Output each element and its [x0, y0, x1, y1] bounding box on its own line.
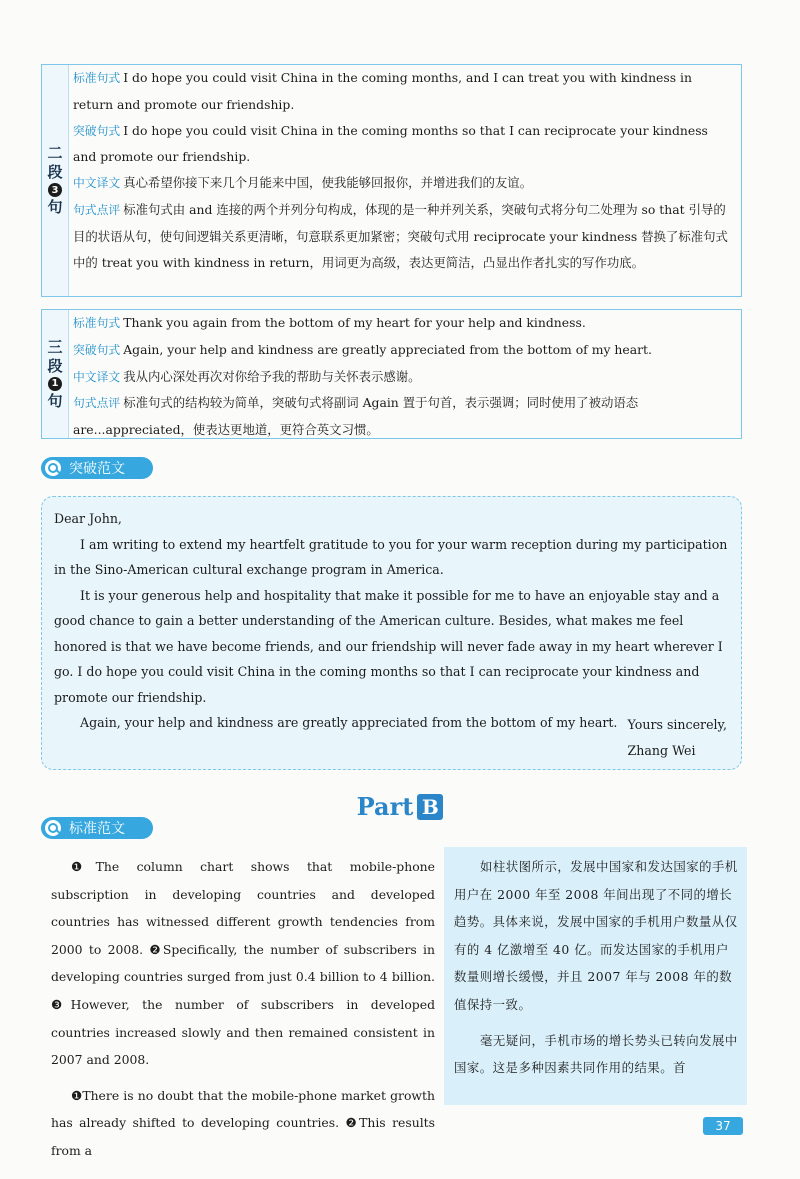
magnifier-icon — [45, 820, 61, 836]
chinese-translation: 中文译文 我从内心深处再次对你给予我的帮助与关怀表示感谢。 — [73, 368, 421, 384]
english-model-essay — [51, 853, 435, 1173]
box-side-label: 二 段 3 句 — [42, 65, 69, 296]
magnifier-icon — [45, 460, 61, 476]
letter-paragraph: Again, your help and kindness are greatly appreciated from the bottom of my heart. — [80, 715, 618, 730]
improved-sentence: 突破句式 Again, your help and kindness are greatly appreciated from the bottom of my heart. — [73, 341, 652, 357]
section-label-breakthrough: 突破范文 — [41, 457, 153, 479]
letter-paragraph: It is your generous help and hospitality that make it possible for me to have an enjoyable stay and a good chance to gain a better understanding of the American culture. Besides, what makes me feel honored is that we have become friends, and our friendship will never fade away in my heart wherever I go. I do hope you could visit China in the coming months so that I can reciprocate your kindness and promote our friendship. — [54, 587, 723, 705]
part-heading: Part B — [0, 792, 800, 821]
translation-paragraph: 毫无疑问，手机市场的增长势头已转向发展中国家。这是多种因素共同作用的结果。首 — [454, 1032, 738, 1076]
translation-paragraph: 如柱状图所示，发展中国家和发达国家的手机用户在 2000 年至 2008 年间出现了不同的增长趋势。具体来说，发展中国家的手机用户数量从仅有的 4 亿激增至 40 亿。而发达国家的手机用户数量则增长缓慢，并且 2007 年与 2008 年的数值保持一致。 — [454, 859, 738, 1012]
box-content — [73, 65, 735, 275]
model-letter — [41, 496, 742, 770]
chinese-translation-panel — [444, 847, 747, 1105]
letter-greeting: Dear John, — [54, 511, 122, 526]
standard-sentence: 标准句式 Thank you again from the bottom of my heart for your help and kindness. — [73, 315, 586, 330]
box-content — [73, 310, 735, 443]
chinese-translation: 中文译文 真心希望你接下来几个月能来中国，使我能够回报你，并增进我们的友谊。 — [73, 175, 533, 191]
sentence-box-3-1 — [41, 309, 742, 439]
page-number: 37 — [703, 1117, 743, 1135]
letter-paragraph: I am writing to extend my heartfelt gratitude to you for your warm reception during my participation in the Sino-American cultural exchange program in America. — [54, 536, 728, 577]
sentence-comment: 句式点评 标准句式的结构较为简单，突破句式将副词 Again 置于句首，表示强调；同时使用了被动语态 are...appreciated，使表达更地道，更符合英文习惯。 — [73, 395, 639, 438]
section-label-standard: 标准范文 — [41, 817, 153, 839]
essay-paragraph: ❶There is no doubt that the mobile-phone market growth has already shifted to developing countries. ❷This results from a — [51, 1087, 435, 1158]
essay-paragraph: ❶The column chart shows that mobile-phone subscription in developing countries and developed countries has witnessed different growth tendencies from 2000 to 2008. ❷Specifically, the number of subscribers in developing countries surged from just 0.4 billion to 4 billion. ❸However, the number of subscribers in developed countries increased slowly and then remained consistent in 2007 and 2008. — [51, 859, 435, 1068]
box-side-label: 三 段 1 句 — [42, 310, 69, 438]
standard-sentence: 标准句式 I do hope you could visit China in the coming months, and I can treat you with kindness in return and promote our friendship. — [73, 70, 692, 112]
improved-sentence: 突破句式 I do hope you could visit China in the coming months so that I can reciprocate your kindness and promote our friendship. — [73, 122, 708, 165]
sentence-box-2-3 — [41, 64, 742, 297]
sentence-comment: 句式点评 标准句式由 and 连接的两个并列分句构成，体现的是一种并列关系，突破句式将分句二处理为 so that 引导的目的状语从句，使句间逻辑关系更清晰，句意联系更加紧密；突破句式用 reciprocate your kindness 替换了标准句式中的 treat you with kindness in return，用词更为高级，表达更简洁，凸显出作者扎实的写作功底。 — [73, 201, 728, 270]
letter-signature: Yours sincerely, Zhang Wei — [627, 717, 727, 758]
